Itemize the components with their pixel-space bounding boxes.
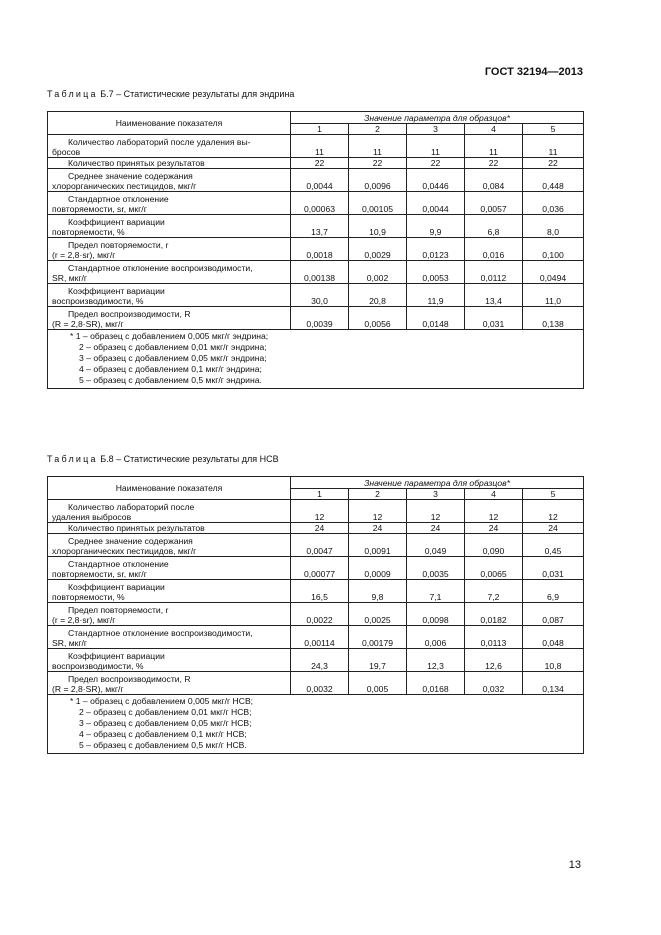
sample-number-header: 5 [523, 489, 584, 500]
row-label [48, 158, 291, 169]
table-cell: 11 [523, 135, 584, 158]
table-row [48, 603, 584, 626]
table-row [48, 158, 584, 169]
table-cell: 0,0025 [349, 603, 407, 626]
table-cell: 10,8 [523, 649, 584, 672]
table-cell: 0,0044 [407, 192, 465, 215]
sample-number-header: 5 [523, 124, 584, 135]
table-cell: 0,0018 [291, 238, 349, 261]
table-cell: 0,0065 [465, 557, 523, 580]
row-label-line: Стандартное отклонение [68, 559, 169, 569]
table-cell: 7,2 [465, 580, 523, 603]
table-cell: 0,00063 [291, 192, 349, 215]
table-cell: 0,0182 [465, 603, 523, 626]
column-group-header: Значение параметра для образцов* [291, 477, 584, 489]
row-label-line: Предел воспроизводимости, R [68, 309, 191, 319]
table-cell: 9,8 [349, 580, 407, 603]
table-cell: 16,5 [291, 580, 349, 603]
row-label-line: (r = 2,8·sr), мкг/г [52, 250, 116, 260]
table-cell: 22 [407, 158, 465, 169]
row-label-line: Предел повторяемости, r [68, 240, 169, 250]
table-cell: 0,036 [523, 192, 584, 215]
row-label-line: удаления выбросов [52, 512, 132, 522]
table-cell: 20,8 [349, 284, 407, 307]
table-cell: 0,0029 [349, 238, 407, 261]
table-row [48, 238, 584, 261]
table-cell: 0,00114 [291, 626, 349, 649]
table-cell: 11 [407, 135, 465, 158]
table-cell: 0,084 [465, 169, 523, 192]
sample-number-header: 4 [465, 124, 523, 135]
table-cell: 10,9 [349, 215, 407, 238]
table-cell: 0,087 [523, 603, 584, 626]
table-cell: 0,00179 [349, 626, 407, 649]
caption-label: Таблица [47, 89, 98, 99]
sample-number-header: 1 [291, 489, 349, 500]
table-cell: 7,1 [407, 580, 465, 603]
row-label-line: воспроизводимости, % [52, 296, 144, 306]
row-label [48, 215, 291, 238]
table-row [48, 307, 584, 330]
column-header-name: Наименование показателя [48, 112, 291, 135]
table-cell: 0,0098 [407, 603, 465, 626]
row-label-line: (r = 2,8·sr), мкг/г [52, 615, 116, 625]
footnote-line: * 1 – образец с добавлением 0,005 мкг/г НСВ; [70, 696, 254, 706]
table-cell: 24 [523, 523, 584, 534]
sample-number-header: 4 [465, 489, 523, 500]
table-cell: 0,45 [523, 534, 584, 557]
row-label [48, 135, 291, 158]
table-cell: 11 [465, 135, 523, 158]
table-cell: 13,4 [465, 284, 523, 307]
table-row [48, 215, 584, 238]
row-label [48, 192, 291, 215]
row-label [48, 603, 291, 626]
table-cell: 0,006 [407, 626, 465, 649]
row-label [48, 169, 291, 192]
row-label-line: Стандартное отклонение воспроизводимости, [68, 628, 253, 638]
table-cell: 0,0096 [349, 169, 407, 192]
row-label-line: Предел повторяемости, r [68, 605, 169, 615]
sample-number-header: 2 [349, 124, 407, 135]
footnote-line: 5 – образец с добавлением 0,5 мкг/г НСВ. [79, 740, 247, 750]
table-row [48, 649, 584, 672]
table-cell: 0,0148 [407, 307, 465, 330]
row-label-line: Количество принятых результатов [68, 158, 205, 168]
table-cell: 11 [349, 135, 407, 158]
table-cell: 0,0168 [407, 672, 465, 695]
document-code: ГОСТ 32194—2013 [484, 66, 583, 78]
table-cell: 0,138 [523, 307, 584, 330]
row-label-line: Количество принятых результатов [68, 523, 205, 533]
table-cell: 11,9 [407, 284, 465, 307]
table-cell: 12,3 [407, 649, 465, 672]
table-cell: 0,0032 [291, 672, 349, 695]
table-cell: 0,0123 [407, 238, 465, 261]
row-label-line: SR, мкг/г [52, 638, 88, 648]
row-label [48, 672, 291, 695]
sample-number-header: 3 [407, 124, 465, 135]
row-label-line: (R = 2,8·SR), мкг/г [52, 684, 124, 694]
table-row [48, 261, 584, 284]
table-cell: 6,8 [465, 215, 523, 238]
caption-label: Таблица [47, 454, 98, 464]
row-label-line: хлорорганических пестицидов, мкг/г [52, 181, 197, 191]
table-cell: 12 [407, 500, 465, 523]
footnote-row [48, 330, 584, 389]
row-label-line: Количество лабораторий после удаления вы- [68, 137, 251, 147]
table-row [48, 557, 584, 580]
table-cell: 0,031 [465, 307, 523, 330]
row-label-line: Предел воспроизводимости, R [68, 674, 191, 684]
statistics-table-hcb [47, 476, 584, 754]
table-row [48, 626, 584, 649]
table-cell: 19,7 [349, 649, 407, 672]
table-cell: 0,0039 [291, 307, 349, 330]
table-cell: 0,134 [523, 672, 584, 695]
caption-text: Б.7 – Статистические результаты для эндрина [100, 89, 295, 99]
table-cell: 0,0009 [349, 557, 407, 580]
table-cell: 0,005 [349, 672, 407, 695]
table-row [48, 169, 584, 192]
row-label-line: (R = 2,8·SR), мкг/г [52, 319, 124, 329]
table-cell: 0,048 [523, 626, 584, 649]
table-cell: 24 [407, 523, 465, 534]
table-cell: 22 [465, 158, 523, 169]
footnote-line: 2 – образец с добавлением 0,01 мкг/г НСВ; [79, 707, 252, 717]
row-label [48, 580, 291, 603]
table-cell: 0,0022 [291, 603, 349, 626]
row-label-line: бросов [52, 147, 81, 157]
table-row [48, 135, 584, 158]
row-label-line: повторяемости, sr, мкг/г [52, 204, 147, 214]
sample-number-header: 2 [349, 489, 407, 500]
table-cell: 24 [291, 523, 349, 534]
table-cell: 22 [349, 158, 407, 169]
table-cell: 0,0044 [291, 169, 349, 192]
row-label-line: Среднее значение содержания [68, 171, 193, 181]
row-label-line: Среднее значение содержания [68, 536, 193, 546]
table-cell: 0,090 [465, 534, 523, 557]
table-cell: 11,0 [523, 284, 584, 307]
table-cell: 24 [465, 523, 523, 534]
table-cell: 0,00105 [349, 192, 407, 215]
footnote-line: 3 – образец с добавлением 0,05 мкг/г эндрина; [79, 353, 267, 363]
row-label [48, 261, 291, 284]
table-cell: 24 [349, 523, 407, 534]
column-group-header: Значение параметра для образцов* [291, 112, 584, 124]
table-cell: 0,0091 [349, 534, 407, 557]
row-label-line: SR, мкг/г [52, 273, 88, 283]
table-cell: 9,9 [407, 215, 465, 238]
footnote-row [48, 695, 584, 754]
row-label [48, 523, 291, 534]
table-cell: 22 [523, 158, 584, 169]
table-row [48, 580, 584, 603]
table-cell: 0,0446 [407, 169, 465, 192]
row-label [48, 649, 291, 672]
row-label-line: повторяемости, % [52, 592, 125, 602]
table-cell: 0,0047 [291, 534, 349, 557]
table-cell: 12 [465, 500, 523, 523]
table-cell: 0,100 [523, 238, 584, 261]
row-label [48, 626, 291, 649]
table-caption [47, 454, 279, 464]
table-cell: 0,032 [465, 672, 523, 695]
table-cell: 0,448 [523, 169, 584, 192]
footnote-line: 2 – образец с добавлением 0,01 мкг/г эндрина; [79, 342, 267, 352]
table-cell: 30,0 [291, 284, 349, 307]
table-cell: 0,031 [523, 557, 584, 580]
row-label-line: Стандартное отклонение [68, 194, 169, 204]
table-cell: 22 [291, 158, 349, 169]
table-row [48, 500, 584, 523]
row-label-line: Количество лабораторий после [68, 502, 195, 512]
row-label [48, 284, 291, 307]
table-row [48, 192, 584, 215]
table-cell: 12 [349, 500, 407, 523]
footnote-line: 5 – образец с добавлением 0,5 мкг/г эндрина. [79, 375, 262, 385]
row-label-line: повторяемости, sr, мкг/г [52, 569, 147, 579]
row-label [48, 557, 291, 580]
footnote-line: 4 – образец с добавлением 0,1 мкг/г эндрина; [79, 364, 262, 374]
footnote-line: 4 – образец с добавлением 0,1 мкг/г НСВ; [79, 729, 247, 739]
row-label-line: воспроизводимости, % [52, 661, 144, 671]
table-cell: 0,016 [465, 238, 523, 261]
row-label-line: Коэффициент вариации [68, 286, 165, 296]
row-label-line: повторяемости, % [52, 227, 125, 237]
row-label [48, 238, 291, 261]
footnote-line: 3 – образец с добавлением 0,05 мкг/г НСВ; [79, 718, 252, 728]
table-cell: 12,6 [465, 649, 523, 672]
table-cell: 0,0056 [349, 307, 407, 330]
table-cell: 0,049 [407, 534, 465, 557]
table-row [48, 534, 584, 557]
table-cell: 6,9 [523, 580, 584, 603]
table-cell: 0,0035 [407, 557, 465, 580]
row-label-line: хлорорганических пестицидов, мкг/г [52, 546, 197, 556]
row-label-line: Коэффициент вариации [68, 217, 165, 227]
sample-number-header: 1 [291, 124, 349, 135]
table-caption [47, 89, 294, 99]
table-row [48, 284, 584, 307]
table-cell: 0,0113 [465, 626, 523, 649]
statistics-table-endrin [47, 111, 584, 389]
sample-number-header: 3 [407, 489, 465, 500]
table-cell: 0,0494 [523, 261, 584, 284]
table-cell: 0,002 [349, 261, 407, 284]
row-label [48, 500, 291, 523]
table-cell: 12 [291, 500, 349, 523]
caption-text: Б.8 – Статистические результаты для НСВ [100, 454, 279, 464]
table-cell: 24,3 [291, 649, 349, 672]
page-number: 13 [568, 859, 581, 871]
table-cell: 11 [291, 135, 349, 158]
table-cell: 8,0 [523, 215, 584, 238]
table-cell: 12 [523, 500, 584, 523]
footnote-line: * 1 – образец с добавлением 0,005 мкг/г эндрина; [70, 331, 269, 341]
table-cell: 0,0057 [465, 192, 523, 215]
row-label [48, 534, 291, 557]
table-cell: 0,0053 [407, 261, 465, 284]
table-cell: 0,00138 [291, 261, 349, 284]
table-cell: 13,7 [291, 215, 349, 238]
row-label-line: Коэффициент вариации [68, 651, 165, 661]
table-cell: 0,00077 [291, 557, 349, 580]
row-label [48, 307, 291, 330]
row-label-line: Коэффициент вариации [68, 582, 165, 592]
table-cell: 0,0112 [465, 261, 523, 284]
table-row [48, 672, 584, 695]
column-header-name: Наименование показателя [48, 477, 291, 500]
row-label-line: Стандартное отклонение воспроизводимости, [68, 263, 253, 273]
table-row [48, 523, 584, 534]
